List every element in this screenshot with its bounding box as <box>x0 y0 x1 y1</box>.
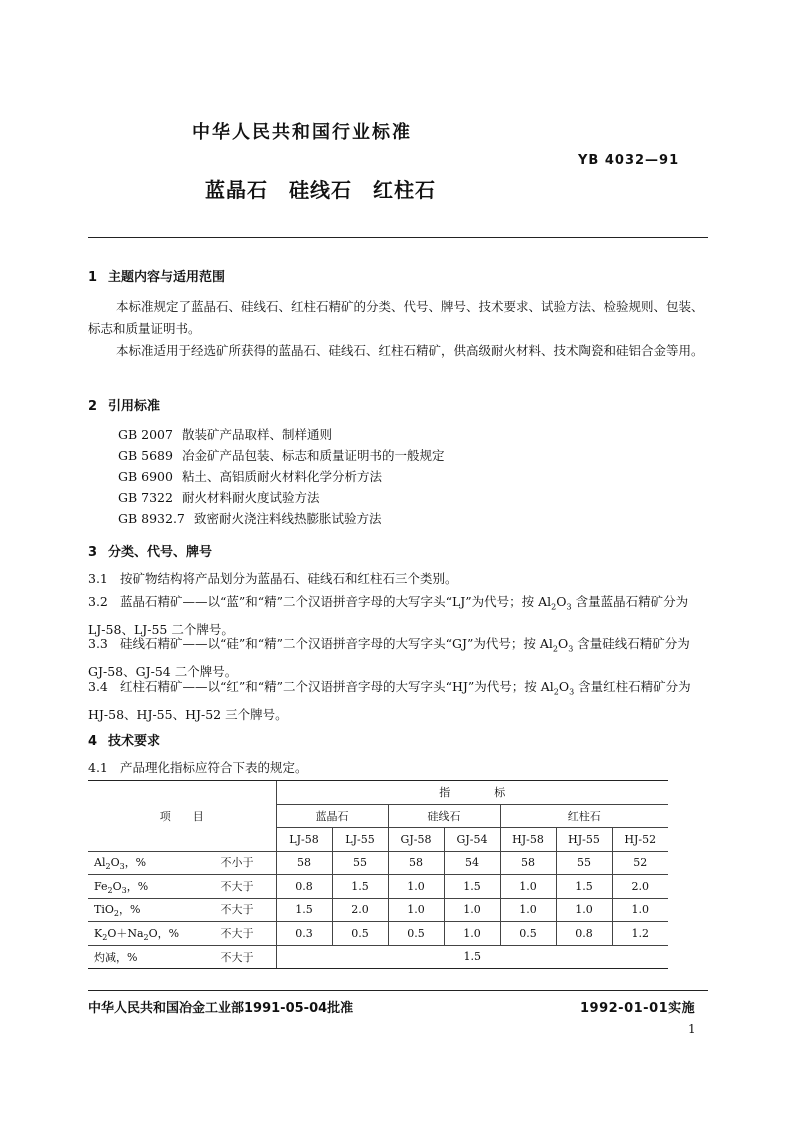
specification-table <box>88 780 668 969</box>
clause-number: 4.1 <box>88 760 108 775</box>
grade-header: HJ-52 <box>612 828 668 852</box>
value-cell: 1.0 <box>388 898 444 922</box>
reference-code: GB 6900 <box>118 469 173 484</box>
clause-text-formula: O <box>556 594 567 609</box>
reference-item <box>118 467 382 485</box>
reference-name: 散装矿产品取样、制样通则 <box>182 427 333 442</box>
section-title: 技术要求 <box>108 734 161 749</box>
value-cell: 58 <box>388 851 444 875</box>
value-cell: 0.8 <box>556 922 612 946</box>
page-number: 1 <box>688 1022 696 1036</box>
reference-name: 冶金矿产品包装、标志和质量证明书的一般规定 <box>182 448 445 463</box>
clause-text: 蓝晶石精矿——以“蓝”和“精”二个汉语拼音字母的大写字头“LJ”为代号；按 Al <box>120 594 552 609</box>
clause-text: 红柱石精矿——以“红”和“精”二个汉语拼音字母的大写字头“HJ”为代号；按 Al <box>120 679 554 694</box>
item-cell: $Fe_2O_3$，% 不大于 <box>88 875 276 899</box>
limit-label: 不大于 <box>220 950 254 964</box>
reference-item <box>118 488 320 506</box>
grade-header: HJ-58 <box>500 828 556 852</box>
section-title: 引用标准 <box>108 399 161 414</box>
item-name: Al <box>94 856 106 870</box>
section-number: 3 <box>88 545 98 560</box>
section-1-heading <box>88 266 225 285</box>
item-header: 项 目 <box>88 781 276 852</box>
value-cell: 1.5 <box>444 875 500 899</box>
group-header: 红柱石 <box>500 804 668 828</box>
group-header: 蓝晶石 <box>276 804 388 828</box>
clause-3-1 <box>88 568 708 590</box>
value-cell: 1.5 <box>276 898 332 922</box>
table-header-row <box>88 781 668 805</box>
value-cell: 0.5 <box>500 922 556 946</box>
limit-label: 不大于 <box>220 903 254 917</box>
value-cell: 52 <box>612 851 668 875</box>
value-cell: 55 <box>332 851 388 875</box>
item-unit: ，% <box>118 903 141 917</box>
clause-number: 3.3 <box>88 636 108 651</box>
limit-label: 不小于 <box>220 856 254 870</box>
clause-text: 按矿物结构将产品划分为蓝晶石、硅线石和红柱石三个类别。 <box>120 571 458 586</box>
clause-text-formula: O <box>558 679 570 694</box>
value-cell: 58 <box>276 851 332 875</box>
section-3-heading <box>88 541 212 560</box>
reference-name: 耐火材料耐火度试验方法 <box>182 490 320 505</box>
standard-code: YB 4032—91 <box>578 153 680 168</box>
footer-divider <box>88 990 708 991</box>
item-cell <box>88 945 276 969</box>
section-title: 主题内容与适用范围 <box>108 270 226 285</box>
value-cell: 1.0 <box>612 898 668 922</box>
value-cell: 1.2 <box>612 922 668 946</box>
grade-header: LJ-55 <box>332 828 388 852</box>
grade-header: LJ-58 <box>276 828 332 852</box>
clause-3-4: 3.4 红柱石精矿——以“红”和“精”二个汉语拼音字母的大写字头“HJ”为代号；按 $Al_2O_3$ 含量红柱石精矿分为 HJ-58、HJ-55、HJ-52 三个牌号。 <box>88 676 708 726</box>
item-cell: TiO$_2$，% 不大于 <box>88 898 276 922</box>
clause-number: 3.4 <box>88 679 108 694</box>
group-header: 硅线石 <box>388 804 500 828</box>
limit-label: 不大于 <box>220 879 254 893</box>
value-cell: 1.0 <box>500 898 556 922</box>
value-cell: 1.0 <box>500 875 556 899</box>
index-header: 指 标 <box>276 781 668 805</box>
section-number: 1 <box>88 270 98 285</box>
value-cell: 1.0 <box>444 922 500 946</box>
value-cell: 55 <box>556 851 612 875</box>
value-cell: 0.5 <box>332 922 388 946</box>
table-row <box>88 945 668 969</box>
standard-category-heading: 中华人民共和国行业标准 <box>192 122 412 143</box>
value-cell: 2.0 <box>332 898 388 922</box>
item-name: 灼减，% <box>94 950 138 964</box>
reference-code: GB 2007 <box>118 427 173 442</box>
item-unit: ，% <box>124 856 147 870</box>
value-cell: 1.0 <box>388 875 444 899</box>
section-2-heading <box>88 395 160 414</box>
section-1-paragraph-1: 本标准规定了蓝晶石、硅线石、红柱石精矿的分类、代号、牌号、技术要求、试验方法、检验规则、包装、标志和质量证明书。 <box>88 299 704 336</box>
table-row <box>88 922 668 946</box>
reference-name: 粘土、高铝质耐火材料化学分析方法 <box>182 469 383 484</box>
grade-header: GJ-58 <box>388 828 444 852</box>
value-cell: 1.5 <box>276 945 668 969</box>
clause-text-tail: 含量硅线石精矿分为 GJ-58、GJ-54 二个牌号。 <box>88 636 690 679</box>
value-cell: 58 <box>500 851 556 875</box>
reference-code: GB 8932.7 <box>118 511 185 526</box>
header-divider <box>88 237 708 238</box>
section-number: 4 <box>88 734 98 749</box>
value-cell: 1.0 <box>556 898 612 922</box>
item-name-part: O＋Na <box>107 926 144 940</box>
limit-label: 不大于 <box>220 926 254 940</box>
clause-text: 产品理化指标应符合下表的规定。 <box>120 760 308 775</box>
value-cell: 0.3 <box>276 922 332 946</box>
reference-item <box>118 425 332 443</box>
document-title: 蓝晶石 硅线石 红柱石 <box>205 178 436 202</box>
grade-header: HJ-55 <box>556 828 612 852</box>
clause-3-3: 3.3 硅线石精矿——以“硅”和“精”二个汉语拼音字母的大写字头“GJ”为代号；按 $Al_2O_3$ 含量硅线石精矿分为 GJ-58、GJ-54 二个牌号。 <box>88 633 708 683</box>
clause-text-tail: 含量蓝晶石精矿分为 LJ-58、LJ-55 二个牌号。 <box>88 594 689 637</box>
value-cell: 2.0 <box>612 875 668 899</box>
clause-text-tail: 含量红柱石精矿分为 HJ-58、HJ-55、HJ-52 三个牌号。 <box>88 679 691 722</box>
clause-number: 3.1 <box>88 571 108 586</box>
item-unit: ，% <box>126 879 149 893</box>
implementation-date: 1992-01-01实施 <box>580 1001 696 1016</box>
table-row <box>88 898 668 922</box>
reference-code: GB 7322 <box>118 490 173 505</box>
section-1-paragraph-2: 本标准适用于经选矿所获得的蓝晶石、硅线石、红柱石精矿，供高级耐火材料、技术陶瓷和硅铝合金等用。 <box>116 343 704 358</box>
table-row <box>88 851 668 875</box>
item-name: Fe <box>94 879 108 893</box>
item-cell: $K_2O+Na_2O$，% 不大于 <box>88 922 276 946</box>
reference-code: GB 5689 <box>118 448 173 463</box>
clause-4-1 <box>88 757 708 779</box>
item-cell: $Al_2O_3$，% 不小于 <box>88 851 276 875</box>
item-name: K <box>94 926 103 940</box>
clause-text-formula: O <box>557 636 569 651</box>
section-number: 2 <box>88 399 98 414</box>
clause-text: 硅线石精矿——以“硅”和“精”二个汉语拼音字母的大写字头“GJ”为代号；按 Al <box>120 636 553 651</box>
reference-name: 致密耐火浇注料线热膨胀试验方法 <box>194 511 382 526</box>
table-row <box>88 875 668 899</box>
approval-statement: 中华人民共和国冶金工业部1991-05-04批准 <box>88 1001 354 1016</box>
item-unit: O，% <box>148 926 180 940</box>
item-name-part: O <box>110 856 120 870</box>
item-name: TiO <box>94 903 114 917</box>
section-title: 分类、代号、牌号 <box>108 545 213 560</box>
value-cell: 1.5 <box>556 875 612 899</box>
reference-item <box>118 509 382 527</box>
value-cell: 1.0 <box>444 898 500 922</box>
item-name-part: O <box>112 879 122 893</box>
reference-item <box>118 446 445 464</box>
grade-header: GJ-54 <box>444 828 500 852</box>
value-cell: 0.8 <box>276 875 332 899</box>
section-4-heading <box>88 730 160 749</box>
value-cell: 1.5 <box>332 875 388 899</box>
value-cell: 54 <box>444 851 500 875</box>
value-cell: 0.5 <box>388 922 444 946</box>
clause-3-2: 3.2 蓝晶石精矿——以“蓝”和“精”二个汉语拼音字母的大写字头“LJ”为代号；按 $Al_2O_3$ 含量蓝晶石精矿分为 LJ-58、LJ-55 二个牌号。 <box>88 591 708 641</box>
clause-number: 3.2 <box>88 594 108 609</box>
